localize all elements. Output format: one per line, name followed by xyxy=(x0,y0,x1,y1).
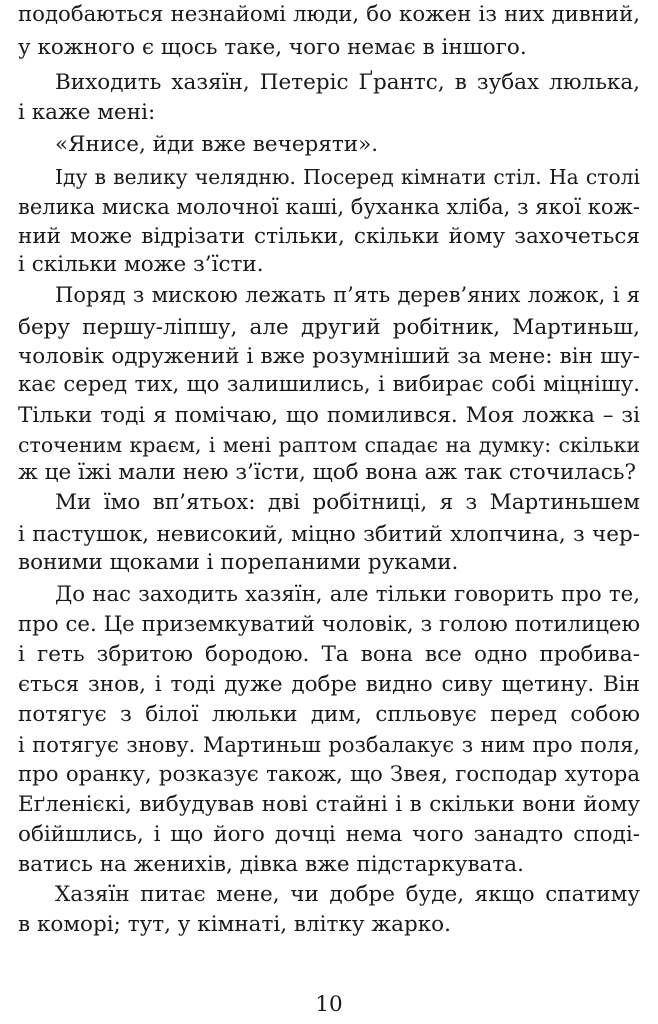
text-line: ний може відрізати стільки, скільки йому захочеться xyxy=(18,224,640,249)
text-line: обійшлись, і що його дочці нема чого занадто споді- xyxy=(18,822,640,847)
text-line: ється знов, і тоді дуже добре видно сиву щетину. Він xyxy=(18,672,640,697)
text-line: про оранку, розказує також, що Звея, господар хутора xyxy=(18,762,640,787)
text-line: Виходить хазяїн, Петеріс Ґрантс, в зубах люлька, xyxy=(55,70,640,95)
text-line: велика миска молочної каші, буханка хліба, з якої кож- xyxy=(18,195,640,219)
text-line: про се. Це приземкуватий чоловік, з голою потилицею xyxy=(18,612,640,637)
text-line: «Янисе, йди вже вечеряти». xyxy=(55,132,379,157)
text-line: потягує з білої люльки дим, спльовує перед собою xyxy=(18,702,640,727)
text-line: беру першу-ліпшу, але другий робітник, Мартиньш, xyxy=(18,315,640,340)
text-line: Еґленієкі, вибудував нові стайні і в скільки вони йому xyxy=(18,792,640,817)
text-line: і каже мені: xyxy=(18,100,156,125)
text-line: і скільки може з’їсти. xyxy=(18,252,264,277)
text-line: Іду в велику челядню. Посеред кімнати стіл. На столі xyxy=(55,165,640,189)
text-line: у кожного є щось таке, чого немає в іншого. xyxy=(18,35,527,60)
text-line: До нас заходить хазяїн, але тільки говорить про те, xyxy=(55,582,640,607)
text-line: і геть збритою бородою. Та вона все одно пробива- xyxy=(18,642,640,667)
text-line: воними щоками і порепаними руками. xyxy=(18,550,459,575)
text-line: Хазяїн питає мене, чи добре буде, якщо спатиму xyxy=(55,882,640,907)
text-line: в коморі; тут, у кімнаті, влітку жарко. xyxy=(18,912,451,937)
text-line: чоловік одружений і вже розумніший за мене: він шу- xyxy=(18,344,640,369)
text-line: сточеним краєм, і мені раптом спадає на думку: скільки xyxy=(18,433,640,457)
text-line: Тільки тоді я помічаю, що помилився. Моя ложка – зі xyxy=(18,403,640,428)
text-line: подобаються незнайомі люди, бо кожен із них дивний, xyxy=(18,2,640,27)
book-page xyxy=(18,0,640,1024)
text-line: Ми їмо вп’ятьох: дві робітниці, я з Мартиньшем xyxy=(55,490,640,515)
text-line: Поряд з мискою лежать п’ять дерев’яних ложок, і я xyxy=(55,283,640,307)
text-line: кає серед тих, що залишились, і вибирає собі міцнішу. xyxy=(18,372,640,397)
text-line: ж це їжі мали нею з’їсти, щоб вона аж так сточилась? xyxy=(18,460,637,485)
page-number: 10 xyxy=(315,992,343,1017)
text-line: і потягує знову. Мартиньш розбалакує з ним про поля, xyxy=(18,733,640,757)
text-line: і пастушок, невисокий, міцно збитий хлопчина, з чер- xyxy=(18,522,640,547)
text-line: ватись на женихів, дівка вже підстаркувата. xyxy=(18,852,524,877)
